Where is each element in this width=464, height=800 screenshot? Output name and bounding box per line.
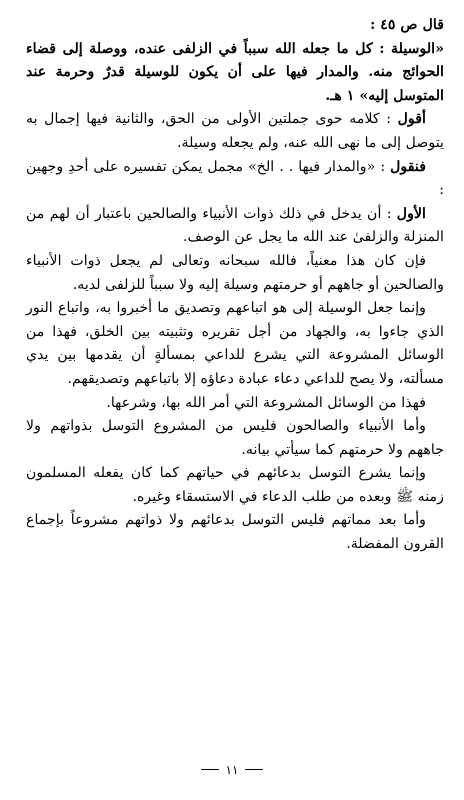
paragraph-2-text: : «والمدار فيها . . الخ» مجمل يمكن تفسيره على أحدِ وجهين : — [26, 158, 444, 199]
page-footer — [0, 762, 464, 777]
paragraph-3-text: : أن يدخل في ذلك ذوات الأنبياء والصالحين باعتبار أن لهم من المنزلة والزلفىٰ عند الله ما يجل عن الوصف. — [26, 205, 444, 246]
page-body — [26, 14, 444, 557]
section-heading: قال ص ٤٥ : — [370, 17, 444, 33]
paragraph-7: وأما الأنبياء والصالحون فليس من المشروع التوسل بذواتهم ولا جاههم ولا حرمتهم كما سيأتي بيانه. — [26, 418, 444, 458]
paragraph-4: فإن كان هذا معنياً، فالله سبحانه وتعالى لم يجعل ذوات الأنبياء والصالحين أو جاههم أو حرمتهم وسيلة إليه ولا سبباً للزلفى لديه. — [26, 252, 444, 293]
paragraph-1-text: : كلامه حوى جملتين الأولى من الحق، والثانية فيها إجمال به يتوصل إلى ما نهى الله عنه، ولم يجعله وسيلة. — [26, 111, 444, 151]
paragraph-8: وإنما يشرع التوسل بدعائهم في حياتهم كما كان يفعله المسلمون زمنه ﷺ وبعده من طلب الدعاء في الاستسقاء وغيره. — [26, 465, 444, 505]
paragraph-5: وإنما جعل الوسيلة إلى هو اتباعهم وتصديق ما أخبروا به، واتباع النور الذي جاءوا به، والجهاد من أجل تقريره وتثبيته بين الخلق، فهذا من الوسائل المشروعة التي يشرع للداعي بمسألةٍ أن يقدمها بين يدي مسألته، ولا يصح للداعي دعاء عبادة دعاؤه إلا باتباعهم وتصديقهم. — [26, 300, 444, 387]
quoted-passage: «الوسيلة : كل ما جعله الله سبباً في الزلفى عنده، ووصلة إلى قضاء الحوائج منه. والمدار فيها على أن يكون للوسيلة قدرٌ وحرمة عند المتوسل إليه» ١ هـ. — [26, 40, 444, 104]
footer-rule-left — [201, 769, 219, 770]
paragraph-3 — [26, 203, 444, 250]
paragraph-3-label: الأول — [396, 205, 426, 222]
paragraph-2-label: فنقول — [390, 158, 426, 175]
paragraph-1 — [26, 108, 444, 155]
paragraph-9: وأما بعد مماتهم فليس التوسل بدعائهم ولا ذواتهم مشروعاً بإجماع القرون المفضلة. — [26, 512, 444, 553]
paragraph-2 — [26, 156, 444, 203]
page-number: ١١ — [225, 762, 239, 777]
paragraph-6: فهذا من الوسائل المشروعة التي أمر الله بها، وشرعها. — [106, 394, 426, 411]
footer-rule-right — [245, 769, 263, 770]
paragraph-1-label: أقول — [397, 111, 426, 128]
